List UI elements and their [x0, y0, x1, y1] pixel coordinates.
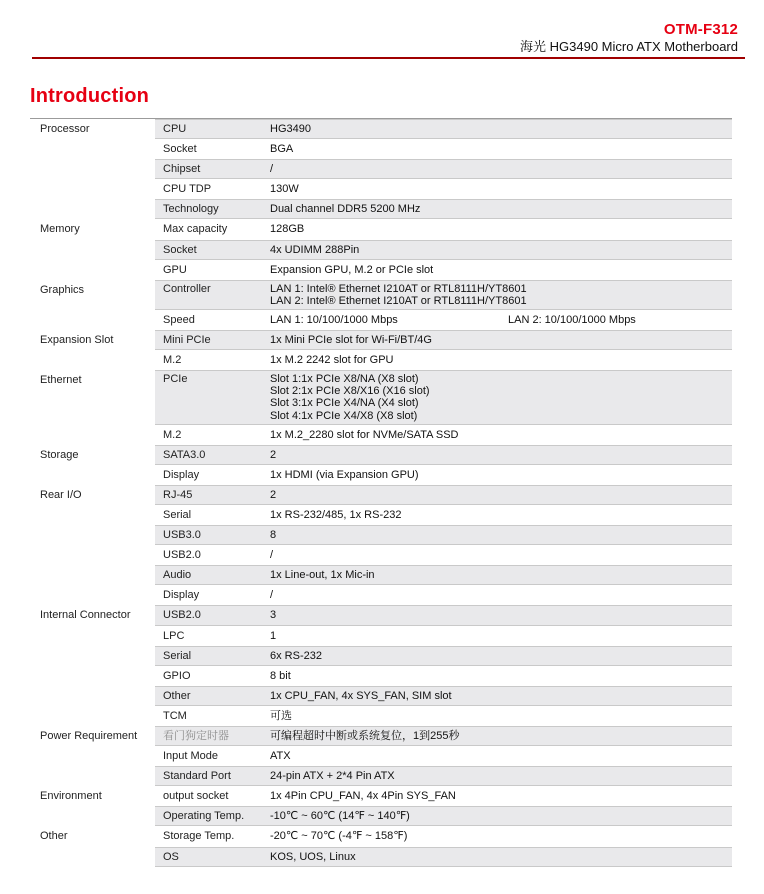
category-label	[30, 240, 155, 260]
spec-label: USB2.0	[163, 549, 201, 562]
spec-cells	[155, 310, 732, 330]
spec-row	[30, 686, 732, 706]
spec-cells	[155, 445, 732, 465]
category-label	[30, 706, 155, 726]
spec-label: Socket	[163, 143, 197, 156]
spec-row	[30, 746, 732, 766]
spec-row	[30, 706, 732, 726]
spec-value: /	[270, 589, 274, 602]
spec-row	[30, 445, 732, 465]
spec-cells	[155, 240, 732, 260]
spec-row	[30, 847, 732, 867]
spec-row	[30, 310, 732, 330]
spec-label: Standard Port	[163, 770, 231, 783]
spec-value: LAN 1: Intel® Ethernet I210AT or RTL8111H/YT8601 LAN 2: Intel® Ethernet I210AT or RTL8111H/YT8601	[270, 282, 527, 307]
document-subtitle: 海光 HG3490 Micro ATX Motherboard	[520, 39, 738, 54]
spec-label: Socket	[163, 243, 197, 256]
category-label	[30, 260, 155, 280]
spec-table	[30, 118, 732, 867]
spec-label: M.2	[163, 354, 182, 367]
spec-cells	[155, 726, 732, 746]
spec-label: Other	[163, 689, 191, 702]
spec-label: Speed	[163, 313, 195, 326]
spec-cells	[155, 199, 732, 219]
spec-label: CPU TDP	[163, 183, 212, 196]
spec-row	[30, 826, 732, 846]
spec-label: Technology	[163, 203, 219, 216]
spec-value: 1x M.2_2280 slot for NVMe/SATA SSD	[270, 428, 459, 441]
spec-value: 2	[270, 488, 277, 501]
spec-cells	[155, 485, 732, 505]
spec-value: 1x CPU_FAN, 4x SYS_FAN, SIM slot	[270, 689, 452, 702]
spec-cells	[155, 746, 732, 766]
spec-label: Chipset	[163, 163, 201, 176]
category-label: Storage	[30, 445, 155, 465]
spec-value: 1	[270, 629, 277, 642]
category-label	[30, 646, 155, 666]
spec-label: USB3.0	[163, 529, 201, 542]
spec-row	[30, 786, 732, 806]
spec-value: 128GB	[270, 223, 305, 236]
spec-row	[30, 565, 732, 585]
spec-cells	[155, 585, 732, 605]
spec-label: CPU	[163, 123, 187, 135]
spec-cells	[155, 666, 732, 686]
spec-label: Max capacity	[163, 223, 228, 236]
spec-label: OS	[163, 850, 179, 863]
spec-label: Serial	[163, 649, 192, 662]
spec-value: /	[270, 163, 274, 176]
spec-value: -10℃ ~ 60℃ (14℉ ~ 140℉)	[270, 810, 410, 823]
spec-cells	[155, 350, 732, 370]
category-label	[30, 505, 155, 525]
spec-cells	[155, 330, 732, 350]
spec-value: 130W	[270, 183, 299, 196]
category-label	[30, 626, 155, 646]
model-number: OTM-F312	[663, 21, 738, 38]
document-header	[0, 0, 764, 55]
spec-cells	[155, 505, 732, 525]
category-label: Graphics	[30, 280, 155, 310]
spec-row	[30, 240, 732, 260]
spec-cells	[155, 465, 732, 485]
spec-value: 1x Mini PCIe slot for Wi-Fi/BT/4G	[270, 334, 432, 347]
spec-label: Storage Temp.	[163, 830, 235, 843]
spec-cells	[155, 806, 732, 826]
spec-row	[30, 806, 732, 826]
spec-cells	[155, 706, 732, 726]
spec-cells	[155, 139, 732, 159]
category-label: Expansion Slot	[30, 330, 155, 350]
category-label: Internal Connector	[30, 605, 155, 625]
spec-row	[30, 280, 732, 310]
category-label	[30, 425, 155, 445]
spec-cells	[155, 425, 732, 445]
category-label	[30, 199, 155, 219]
section-title: Introduction	[30, 85, 150, 107]
spec-row	[30, 766, 732, 786]
spec-label: RJ-45	[163, 488, 193, 501]
header-rule	[32, 57, 745, 59]
spec-row	[30, 330, 732, 350]
spec-label: Input Mode	[163, 750, 219, 763]
spec-row	[30, 139, 732, 159]
spec-row	[30, 425, 732, 445]
category-label	[30, 585, 155, 605]
spec-value: /	[270, 549, 274, 562]
spec-value: 可选	[270, 709, 292, 722]
category-label: Processor	[30, 119, 155, 139]
spec-label: Serial	[163, 508, 192, 521]
spec-cells	[155, 179, 732, 199]
category-label: Power Requirement	[30, 726, 155, 746]
spec-cells	[155, 370, 732, 424]
category-label	[30, 746, 155, 766]
category-label	[30, 310, 155, 330]
spec-cells	[155, 766, 732, 786]
spec-label: GPU	[163, 263, 187, 276]
spec-cells	[155, 686, 732, 706]
spec-row	[30, 199, 732, 219]
category-label: Ethernet	[30, 370, 155, 424]
spec-value: KOS, UOS, Linux	[270, 850, 356, 863]
spec-value: 8	[270, 529, 277, 542]
spec-value: Dual channel DDR5 5200 MHz	[270, 203, 421, 216]
category-label: Memory	[30, 219, 155, 239]
spec-value: 1x Line-out, 1x Mic-in	[270, 569, 375, 582]
spec-row	[30, 119, 732, 139]
spec-value: 1x RS-232/485, 1x RS-232	[270, 508, 402, 521]
spec-row	[30, 646, 732, 666]
category-label	[30, 766, 155, 786]
spec-value: Expansion GPU, M.2 or PCIe slot	[270, 263, 434, 276]
spec-label: output socket	[163, 790, 229, 803]
category-label	[30, 545, 155, 565]
spec-label: SATA3.0	[163, 448, 206, 461]
spec-value: ATX	[270, 750, 291, 763]
spec-row	[30, 505, 732, 525]
spec-label: Controller	[163, 282, 211, 295]
category-label	[30, 565, 155, 585]
spec-row	[30, 465, 732, 485]
category-label	[30, 666, 155, 686]
spec-cells	[155, 826, 732, 846]
spec-label: Display	[163, 589, 200, 602]
category-label	[30, 847, 155, 867]
category-label	[30, 159, 155, 179]
spec-row	[30, 219, 732, 239]
spec-value: LAN 1: 10/100/1000 Mbps LAN 2: 10/100/1000 Mbps	[270, 313, 636, 326]
spec-value: 24-pin ATX + 2*4 Pin ATX	[270, 770, 395, 783]
spec-cells	[155, 119, 732, 139]
category-label	[30, 179, 155, 199]
category-label	[30, 806, 155, 826]
spec-row	[30, 260, 732, 280]
category-label	[30, 139, 155, 159]
spec-cells	[155, 646, 732, 666]
spec-cells	[155, 786, 732, 806]
spec-label: PCIe	[163, 373, 188, 386]
spec-value: 6x RS-232	[270, 649, 322, 662]
spec-cells	[155, 260, 732, 280]
category-label: Rear I/O	[30, 485, 155, 505]
spec-value: 1x M.2 2242 slot for GPU	[270, 354, 394, 367]
spec-value: HG3490	[270, 123, 311, 135]
spec-row	[30, 179, 732, 199]
spec-cells	[155, 219, 732, 239]
spec-row	[30, 485, 732, 505]
spec-row	[30, 726, 732, 746]
spec-cells	[155, 605, 732, 625]
spec-label: GPIO	[163, 669, 191, 682]
spec-row	[30, 159, 732, 179]
spec-label: TCM	[163, 709, 187, 722]
spec-cells	[155, 565, 732, 585]
spec-value: 1x HDMI (via Expansion GPU)	[270, 468, 419, 481]
spec-cells	[155, 626, 732, 646]
spec-cells	[155, 545, 732, 565]
category-label	[30, 465, 155, 485]
spec-value: 2	[270, 448, 277, 461]
category-label: Environment	[30, 786, 155, 806]
spec-cells	[155, 525, 732, 545]
spec-row	[30, 666, 732, 686]
spec-label: Audio	[163, 569, 192, 582]
spec-label: Display	[163, 468, 200, 481]
spec-value: 可编程超时中断或系统复位，1到255秒	[270, 730, 460, 742]
spec-value: 1x 4Pin CPU_FAN, 4x 4Pin SYS_FAN	[270, 790, 456, 803]
category-label	[30, 350, 155, 370]
spec-row	[30, 370, 732, 424]
spec-row	[30, 545, 732, 565]
spec-value: -20℃ ~ 70℃ (-4℉ ~ 158℉)	[270, 830, 408, 843]
spec-value: BGA	[270, 143, 294, 156]
spec-row	[30, 605, 732, 625]
spec-label: M.2	[163, 428, 182, 441]
category-label: Other	[30, 826, 155, 846]
spec-cells	[155, 847, 732, 867]
spec-value: Slot 1:1x PCIe X8/NA (X8 slot) Slot 2:1x PCIe X8/X16 (X16 slot) Slot 3:1x PCIe X4/NA (X4 slot) Slot 4:1x PCIe X4/X8 (X8 slot)	[270, 373, 430, 422]
spec-label: Operating Temp.	[163, 810, 245, 823]
spec-label: Mini PCIe	[163, 334, 211, 347]
spec-row	[30, 585, 732, 605]
spec-value: 4x UDIMM 288Pin	[270, 243, 360, 256]
spec-label: LPC	[163, 629, 185, 642]
spec-cells	[155, 159, 732, 179]
category-label	[30, 525, 155, 545]
category-label	[30, 686, 155, 706]
spec-value: 8 bit	[270, 669, 291, 682]
spec-value: 3	[270, 609, 277, 622]
spec-label: 看门狗定时器	[163, 730, 229, 742]
spec-cells	[155, 280, 732, 310]
spec-row	[30, 350, 732, 370]
spec-label: USB2.0	[163, 609, 201, 622]
spec-row	[30, 525, 732, 545]
spec-row	[30, 626, 732, 646]
